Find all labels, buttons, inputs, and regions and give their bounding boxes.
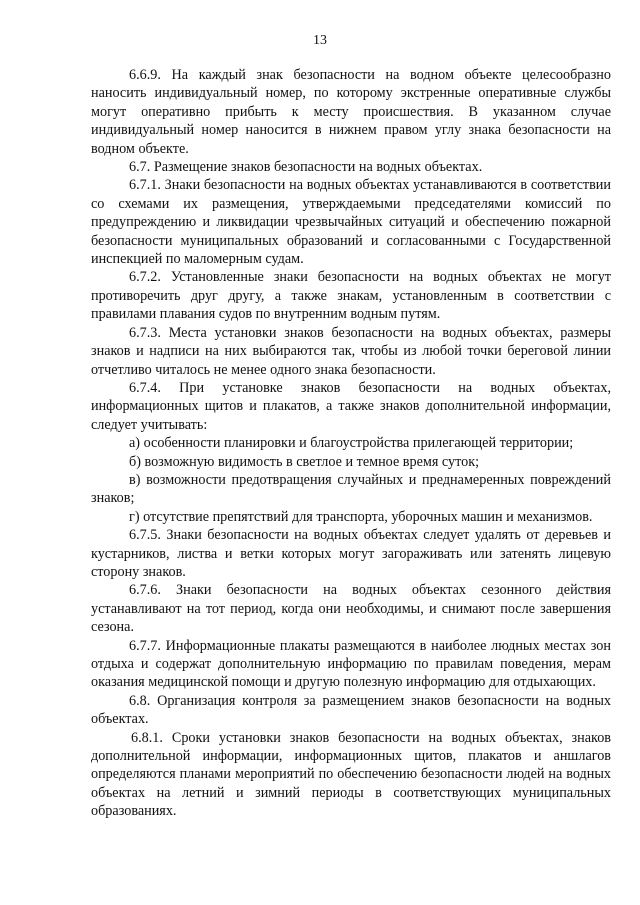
paragraph-6-7-7: 6.7.7. Информационные плакаты размещаются в наиболее людных местах зон отдыха и содержат дополнительную информацию по правилам поведения, мерам оказания медицинской помощи и другую полезную информацию для отдыхающих.	[91, 637, 611, 691]
document-body	[91, 66, 611, 821]
section-heading-6-8: 6.8. Организация контроля за размещением знаков безопасности на водных объектах.	[91, 692, 611, 728]
paragraph-6-8-1: 6.8.1. Сроки установки знаков безопасности на водных объектах, знаков дополнительной информации, информационных щитов, плакатов и аншлагов определяются планами мероприятий по обеспечению безопасности людей на водных объектах на летний и зимний периоды в соответствующих муниципальных образованиях.	[91, 729, 611, 820]
paragraph-6-7-2: 6.7.2. Установленные знаки безопасности на водных объектах не могут противоречить друг другу, а также знакам, установленным в соответствии с правилами плавания судов по внутренним водным путям.	[91, 269, 611, 323]
list-item-b: б) возможную видимость в светлое и темное время суток;	[129, 453, 480, 470]
paragraph-6-6-9: 6.6.9. На каждый знак безопасности на водном объекте целесообразно наносить индивидуальный номер, по которому экстренные оперативные службы могут оперативно прибыть к месту происшествия. В указанном случае индивидуальный номер наносится в нижнем правом углу знака безопасности на водном объекте.	[91, 67, 611, 157]
list-item-a: а) особенности планировки и благоустройства прилегающей территории;	[129, 435, 574, 452]
page-number: 13	[313, 33, 327, 48]
list-item-v: в) возможности предотвращения случайных и преднамеренных повреждений знаков;	[91, 471, 611, 507]
paragraph-6-7-4: 6.7.4. При установке знаков безопасности на водных объектах, информационных щитов и плакатов, а также знаков дополнительной информации, следует учитывать:	[91, 379, 611, 433]
list-item-g: г) отсутствие препятствий для транспорта, уборочных машин и механизмов.	[129, 508, 593, 525]
section-heading-6-7: 6.7. Размещение знаков безопасности на водных объектах.	[129, 159, 483, 176]
paragraph-6-7-6: 6.7.6. Знаки безопасности на водных объектах сезонного действия устанавливают на тот период, когда они необходимы, и снимают после завершения сезона.	[91, 582, 611, 636]
paragraph-6-7-3: 6.7.3. Места установки знаков безопасности на водных объектах, размеры знаков и надписи на них выбираются так, чтобы из любой точки береговой линии отчетливо читалось не менее одного знака безопасности.	[91, 324, 611, 378]
paragraph-6-7-5: 6.7.5. Знаки безопасности на водных объектах следует удалять от деревьев и кустарников, листва и ветки которых могут загораживать или затенять лицевую сторону знаков.	[91, 527, 611, 580]
paragraph-6-7-1: 6.7.1. Знаки безопасности на водных объектах устанавливаются в соответствии со схемами их размещения, утверждаемыми председателями комиссий по предупреждению и ликвидации чрезвычайных ситуаций и обеспечению пожарной безопасности муниципальных образований и согласованными с Государственной инспекцией по маломерным судам.	[91, 177, 611, 268]
